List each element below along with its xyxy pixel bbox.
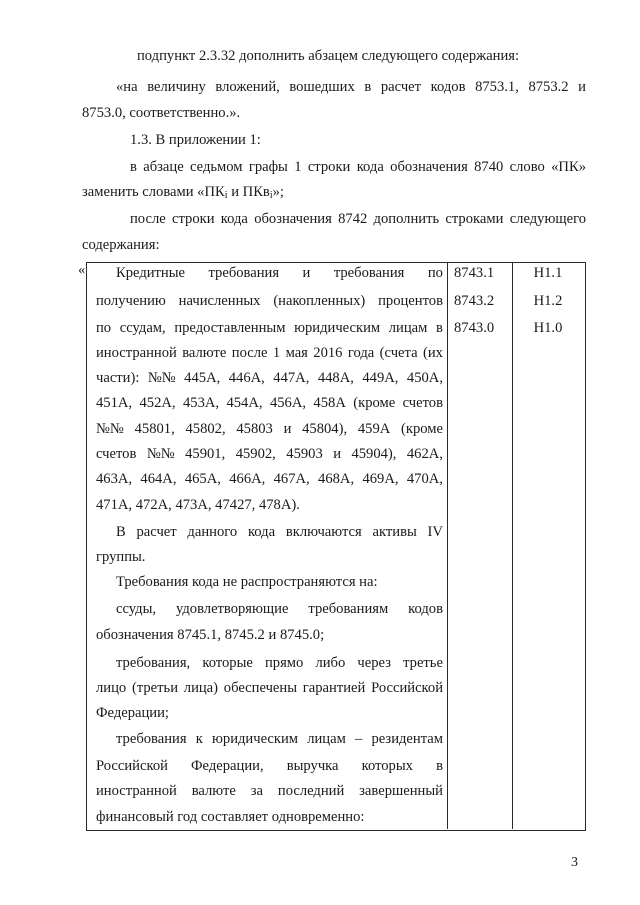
table-norm-cell: Н1.1 — [533, 265, 563, 281]
table-description-line: по ссудам, предоставленным юридическим лицам в — [96, 320, 443, 336]
intro-line-2b: 8753.0, соответственно.». — [82, 105, 241, 121]
table-description-line: 471А, 472А, 473А, 47427, 478А). — [96, 497, 300, 513]
table-description-line: 451А, 452А, 453А, 454А, 456А, 458А (кроме счетов — [96, 395, 443, 411]
table-description-line: требования, которые прямо либо через третье — [116, 655, 443, 671]
table-description-line: Российской Федерации, выручка которых в — [96, 758, 443, 774]
table-description-line: 463А, 464А, 465А, 466А, 467А, 468А, 469А, 470А, — [96, 471, 443, 487]
subscript: i — [224, 190, 228, 201]
table-description-line: №№ 45801, 45802, 45803 и 45804), 459А (кроме — [96, 421, 443, 437]
text-segment: »; — [272, 184, 284, 200]
table-description-line: иностранной валюте после 1 мая 2016 года (счета (их — [96, 345, 443, 361]
table-code-cell: 8743.1 — [454, 265, 495, 281]
intro-line-5a: после строки кода обозначения 8742 дополнить строками следующего — [130, 211, 586, 227]
table-description-line: группы. — [96, 549, 146, 565]
table-description-line: счетов №№ 45901, 45902, 45903 и 45904), 462А, — [96, 446, 443, 462]
table-description-line: Федерации; — [96, 705, 169, 721]
table-code-cell: 8743.2 — [454, 293, 495, 309]
text-segment: заменить словами «ПК — [82, 184, 225, 200]
intro-line-3: 1.3. В приложении 1: — [130, 132, 261, 148]
table-description-line: требования к юридическим лицам – резидентам — [116, 731, 443, 747]
subscript: i — [269, 190, 273, 201]
table-norm-cell: Н1.2 — [533, 293, 563, 309]
open-quote: « — [78, 262, 86, 278]
table-description-line: Требования кода не распространяются на: — [116, 574, 378, 590]
table-description-line: лицо (третьи лица) обеспечены гарантией Российской — [96, 680, 443, 696]
table-description-line: получению начисленных (накопленных) процентов — [96, 293, 443, 309]
intro-line-5b: содержания: — [82, 237, 160, 253]
table-description-line: В расчет данного кода включаются активы IV — [116, 524, 443, 540]
intro-line-2a: «на величину вложений, вошедших в расчет кодов 8753.1, 8753.2 и — [116, 79, 586, 95]
table-column-divider — [512, 262, 513, 829]
table-description-line: части): №№ 445А, 446А, 447А, 448А, 449А, 450А, — [96, 370, 443, 386]
table-description-line: обозначения 8745.1, 8745.2 и 8745.0; — [96, 627, 325, 643]
table-norm-cell: Н1.0 — [533, 320, 563, 336]
table-description-line: Кредитные требования и требования по — [116, 265, 443, 281]
table-description-line: финансовый год составляет одновременно: — [96, 809, 365, 825]
intro-line-4a: в абзаце седьмом графы 1 строки кода обозначения 8740 слово «ПК» — [130, 159, 586, 175]
table-code-cell: 8743.0 — [454, 320, 495, 336]
page-number: 3 — [571, 855, 578, 870]
text-segment: и ПКв — [227, 184, 270, 200]
intro-line-4b — [82, 183, 284, 205]
intro-line-1: подпункт 2.3.32 дополнить абзацем следующего содержания: — [137, 48, 520, 64]
table-column-divider — [447, 262, 448, 829]
table-description-line: ссуды, удовлетворяющие требованиям кодов — [116, 601, 443, 617]
table-description-line: иностранной валюте за последний завершенный — [96, 783, 443, 799]
